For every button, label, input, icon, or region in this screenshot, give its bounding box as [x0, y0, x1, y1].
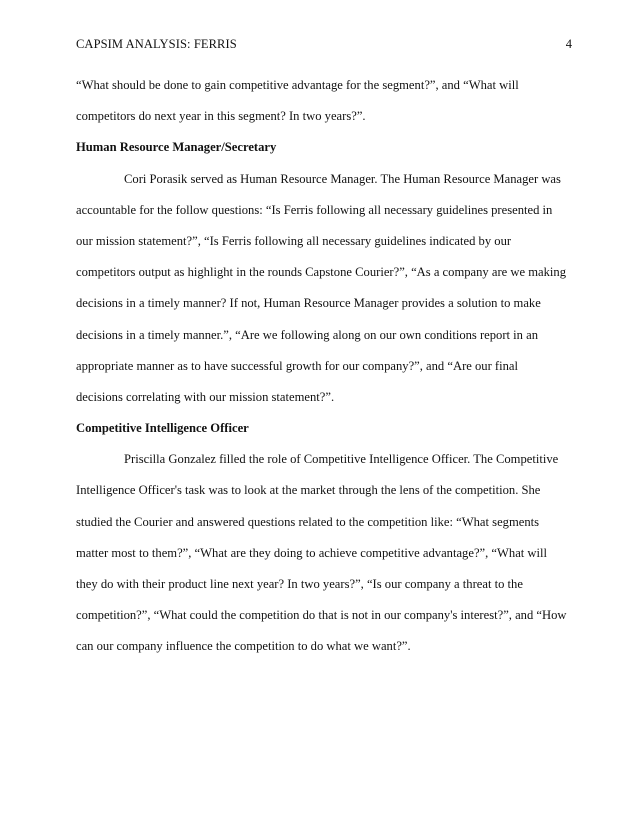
paragraph-line: can our company influence the competition to do what we want?”. — [76, 639, 411, 654]
paragraph-line: appropriate manner as to have successful growth for our company?”, and “Are our final — [76, 358, 519, 373]
header-title: CAPSIM ANALYSIS: FERRIS — [76, 37, 237, 51]
paragraph-line: accountable for the follow questions: “Is Ferris following all necessary guidelines presented in — [76, 202, 553, 217]
document-body — [76, 70, 576, 663]
running-header — [76, 36, 572, 52]
section-heading-hr-manager: Human Resource Manager/Secretary — [76, 140, 277, 155]
paragraph-line: competitors output as highlight in the rounds Capstone Courier?”, “As a company are we making — [76, 265, 566, 280]
paragraph-line: decisions in a timely manner? If not, Human Resource Manager provides a solution to make — [76, 296, 541, 311]
paragraph-line: “What should be done to gain competitive advantage for the segment?”, and “What will — [76, 78, 519, 92]
paragraph-line: Cori Porasik served as Human Resource Manager. The Human Resource Manager was — [124, 171, 561, 186]
paragraph-line: decisions correlating with our mission statement?”. — [76, 389, 335, 404]
page-number: 4 — [565, 37, 572, 51]
paragraph-line: Intelligence Officer's task was to look at the market through the lens of the competition. She — [76, 483, 541, 498]
paragraph-line: competition?”, “What could the competition do that is not in our company's interest?”, and “How — [76, 608, 567, 623]
paragraph-line: studied the Courier and answered questions related to the competition like: “What segments — [76, 514, 540, 529]
paragraph-line: competitors do next year in this segment? In two years?”. — [76, 109, 366, 124]
paragraph-line: decisions in a timely manner.”, “Are we following along on our own conditions report in an — [76, 327, 539, 342]
paragraph-line: Priscilla Gonzalez filled the role of Competitive Intelligence Officer. The Competitive — [124, 452, 559, 467]
paragraph-line: matter most to them?”, “What are they doing to achieve competitive advantage?”, “What will — [76, 545, 548, 560]
paragraph-line: they do with their product line next year? In two years?”, “Is our company a threat to the — [76, 577, 523, 591]
section-heading-intelligence-officer: Competitive Intelligence Officer — [76, 421, 249, 436]
paragraph-line: our mission statement?”, “Is Ferris following all necessary guidelines indicated by our — [76, 233, 512, 248]
